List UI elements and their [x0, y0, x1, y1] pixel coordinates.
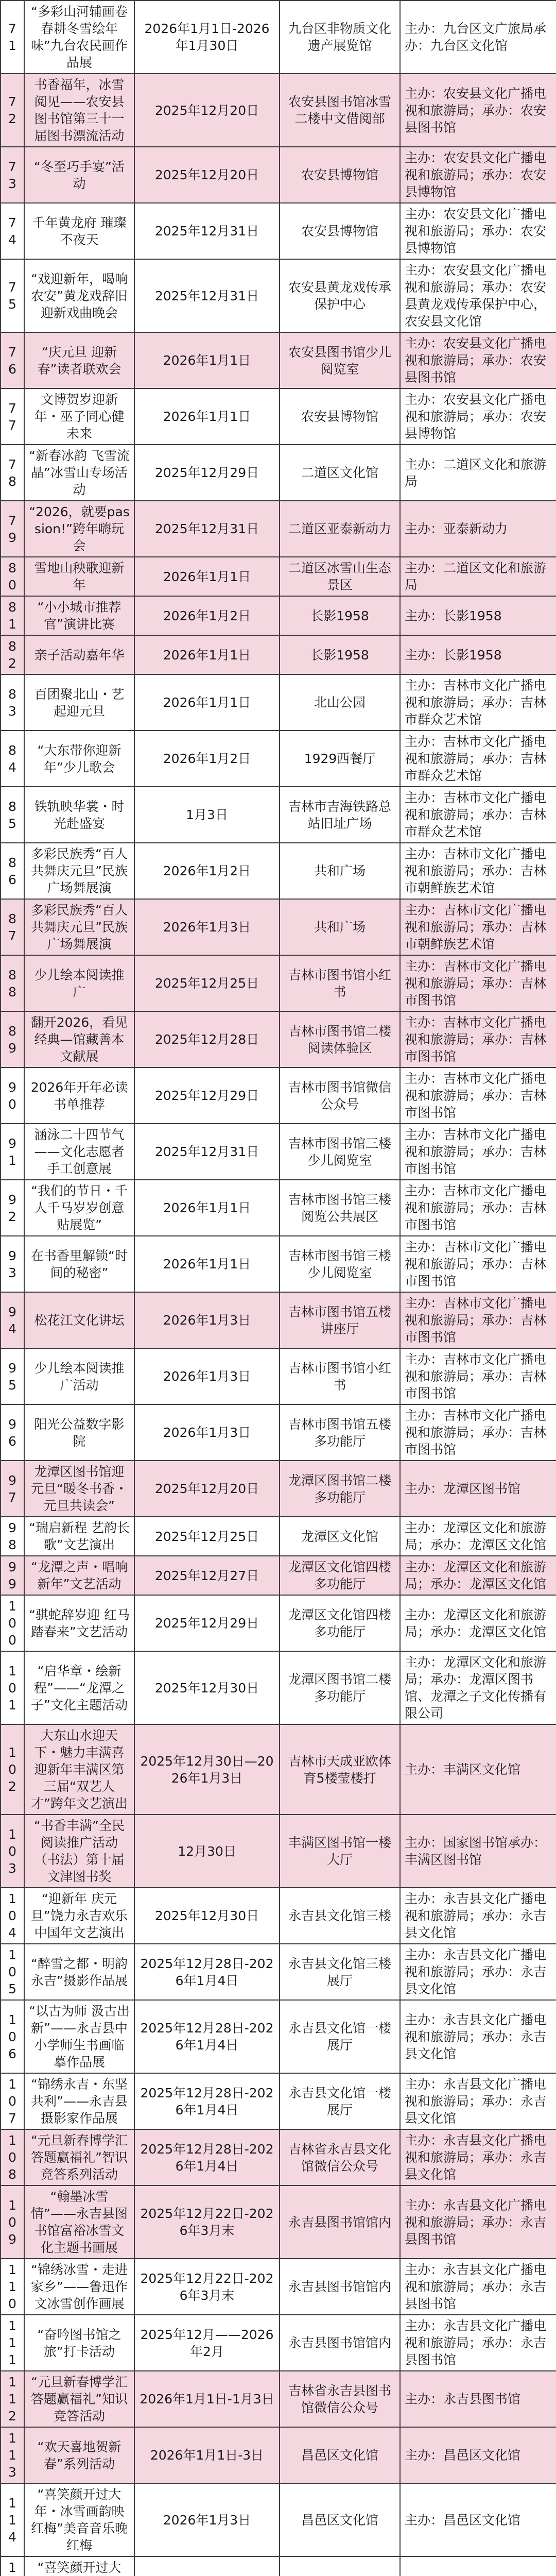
- table-row: [1, 1292, 556, 1348]
- activity-organizer: 主办：国家图书馆承办：丰满区图书馆: [400, 1815, 556, 1888]
- activity-name: “奋吟图书馆之旅”打卡活动: [24, 2315, 134, 2371]
- activity-date: 2025年12月28日-2026年1月4日: [134, 2073, 280, 2129]
- activity-organizer: 主办：永吉县文化广播电视和旅游局；承办：永吉县文化馆: [400, 2000, 556, 2073]
- activity-date: 2026年1月2日: [134, 843, 280, 899]
- table-row: [1, 2483, 556, 2556]
- activity-place: 二道区文化馆: [280, 445, 400, 501]
- table-row: [1, 1651, 556, 1724]
- activity-organizer: 主办：永吉县文化广播电视和旅游局；承办：永吉县图书馆: [400, 2185, 556, 2259]
- activity-place: 共和广场: [280, 899, 400, 955]
- activity-place: 吉林市图书馆三楼少儿阅览室: [280, 1124, 400, 1180]
- table-row: [1, 899, 556, 955]
- activity-organizer: 主办：吉林市文化广播电视和旅游局；承办：吉林市图书馆: [400, 1292, 556, 1348]
- activity-date: 2025年12月25日: [134, 1517, 280, 1556]
- activity-organizer: [400, 2556, 556, 2576]
- activity-organizer: 主办：二道区文化和旅游局: [400, 445, 556, 501]
- activity-organizer: 主办：吉林市文化广播电视和旅游局；承办：吉林市群众艺术馆: [400, 674, 556, 731]
- activity-name: “元旦新春博学汇答题赢福礼”知识竞答活动: [24, 2371, 134, 2427]
- table-row: [1, 147, 556, 203]
- activity-date: 2025年12月28日-2026年1月4日: [134, 2129, 280, 2185]
- row-number: 103: [1, 1815, 24, 1888]
- row-number: 1: [1, 2556, 24, 2576]
- table-row: [1, 843, 556, 899]
- activity-organizer: 主办：永吉县文化广播电视和旅游局；承办：永吉县文化馆: [400, 2073, 556, 2129]
- activity-place: 永吉县图书馆馆内: [280, 2315, 400, 2371]
- table-row: [1, 2185, 556, 2259]
- table-row: [1, 1236, 556, 1292]
- activity-place: 昌邑区文化馆: [280, 2427, 400, 2483]
- row-number: 75: [1, 259, 24, 332]
- activity-organizer: 主办：吉林市文化广播电视和旅游局；承办：吉林市图书馆: [400, 1067, 556, 1124]
- row-number: 95: [1, 1348, 24, 1404]
- activity-organizer: 主办：吉林市文化广播电视和旅游局；承办：吉林市图书馆: [400, 1236, 556, 1292]
- activity-place: 吉林市图书馆小红书: [280, 955, 400, 1011]
- activity-organizer: 主办：龙潭区文化和旅游局；承办：龙潭区文化馆: [400, 1517, 556, 1556]
- table-row: [1, 2073, 556, 2129]
- activity-name: “喜笑颜开过大年・冰雪画韵映红梅”美音音乐晚红梅: [24, 2483, 134, 2556]
- activity-date: 2025年12月20日: [134, 74, 280, 147]
- activity-date: 2025年12月27日: [134, 1556, 280, 1595]
- activity-place: 长影1958: [280, 635, 400, 674]
- activity-date: 2025年12月31日: [134, 1124, 280, 1180]
- activity-name: “我们的节日・千人千马岁岁创意贴展览”: [24, 1180, 134, 1236]
- activity-place: 永吉县图书馆馆内: [280, 2259, 400, 2315]
- activity-organizer: 主办：永吉县文化广播电视和旅游局；承办：永吉县文化馆: [400, 1888, 556, 1944]
- activity-date: 1月3日: [134, 787, 280, 843]
- row-number: 83: [1, 674, 24, 731]
- table-row: [1, 2000, 556, 2073]
- row-number: 90: [1, 1067, 24, 1124]
- activity-name: “冬至巧手宴”活动: [24, 147, 134, 203]
- row-number: 104: [1, 1888, 24, 1944]
- table-row: [1, 2259, 556, 2315]
- row-number: 97: [1, 1461, 24, 1517]
- activity-place: 长影1958: [280, 596, 400, 635]
- activity-date: 2025年12月28日-2026年1月4日: [134, 1944, 280, 2000]
- activity-date: 2025年12月20日: [134, 1461, 280, 1517]
- schedule-rows: [1, 1, 556, 2576]
- activity-name: 阳光公益数字影院: [24, 1404, 134, 1461]
- activity-name: 涵泳二十四节气——文化志愿者手工创意展: [24, 1124, 134, 1180]
- table-row: [1, 2315, 556, 2371]
- activity-organizer: 主办：永吉县文化广播电视和旅游局；承办：永吉县图书馆: [400, 2259, 556, 2315]
- activity-name: “小小城市推荐官”演讲比赛: [24, 596, 134, 635]
- row-number: 71: [1, 1, 24, 74]
- activity-organizer: 主办：吉林市文化广播电视和旅游局；承办：吉林市朝鲜族艺术馆: [400, 843, 556, 899]
- activity-date: 2026年1月3日: [134, 2483, 280, 2556]
- table-row: [1, 1011, 556, 1067]
- activity-organizer: 主办：昌邑区文化馆: [400, 2427, 556, 2483]
- activity-place: 永吉县文化馆一楼展厅: [280, 2000, 400, 2073]
- activity-name: “戏迎新年，喝响农安”黄龙戏辞旧迎新戏曲晚会: [24, 259, 134, 332]
- row-number: 99: [1, 1556, 24, 1595]
- activity-name: 少儿绘本阅读推广活动: [24, 1348, 134, 1404]
- activity-place: 龙潭区图书馆二楼多功能厅: [280, 1651, 400, 1724]
- activity-organizer: 主办：永吉县图书馆: [400, 2371, 556, 2427]
- activity-date: 2025年12月——2026年2月: [134, 2315, 280, 2371]
- table-row: [1, 259, 556, 332]
- activity-place: 龙潭区文化馆四楼多功能厅: [280, 1595, 400, 1651]
- table-row: [1, 2129, 556, 2185]
- table-row: [1, 1180, 556, 1236]
- row-number: 107: [1, 2073, 24, 2129]
- activity-date: 2025年12月30日—2026年1月3日: [134, 1724, 280, 1815]
- activity-date: 2026年1月2日: [134, 731, 280, 787]
- activity-date: 2025年12月30日: [134, 1651, 280, 1724]
- activity-date: 2026年1月1日: [134, 332, 280, 388]
- activity-name: “2026，就要passion!”跨年嗨玩会: [24, 501, 134, 557]
- row-number: 112: [1, 2371, 24, 2427]
- activity-date: 2025年12月29日: [134, 445, 280, 501]
- activity-organizer: 主办：龙潭区文化和旅游局；承办：龙潭区文化馆: [400, 1556, 556, 1595]
- activity-name: 千年黄龙府 璀璨不夜天: [24, 203, 134, 259]
- activity-organizer: 主办：吉林市文化广播电视和旅游局；承办：吉林市群众艺术馆: [400, 731, 556, 787]
- activity-name: “锦绣永吉・东坚共利”——永吉县摄影家作品展: [24, 2073, 134, 2129]
- table-row: [1, 1067, 556, 1124]
- row-number: 113: [1, 2427, 24, 2483]
- row-number: 77: [1, 388, 24, 445]
- table-row: [1, 787, 556, 843]
- activity-place: 共和广场: [280, 843, 400, 899]
- activity-name: 松花江文化讲坛: [24, 1292, 134, 1348]
- activity-organizer: 主办：农安县文化广播电视和旅游局；承办：农安县博物馆: [400, 203, 556, 259]
- activity-organizer: 主办：吉林市文化广播电视和旅游局；承办：吉林市图书馆: [400, 955, 556, 1011]
- activity-name: 雪地山秧歌迎新年: [24, 557, 134, 596]
- activity-name: “大东带你迎新年”少儿歌会: [24, 731, 134, 787]
- activity-date: 2025年12月20日: [134, 147, 280, 203]
- activity-name: 2026年开年必读书单推荐: [24, 1067, 134, 1124]
- activity-date: 2025年12月31日: [134, 501, 280, 557]
- row-number: 101: [1, 1651, 24, 1724]
- activity-place: 吉林市图书馆二楼阅读体验区: [280, 1011, 400, 1067]
- row-number: 91: [1, 1124, 24, 1180]
- activity-date: 2025年12月31日: [134, 203, 280, 259]
- row-number: 85: [1, 787, 24, 843]
- activity-organizer: 主办：亚泰新动力: [400, 501, 556, 557]
- activity-date: 2025年12月31日: [134, 259, 280, 332]
- activity-place: 永吉县图书馆馆内: [280, 2185, 400, 2259]
- activity-date: [134, 2556, 280, 2576]
- activity-date: 2025年12月28日: [134, 1011, 280, 1067]
- activity-organizer: 主办：农安县文化广播电视和旅游局；承办：农安县图书馆: [400, 74, 556, 147]
- table-row: [1, 635, 556, 674]
- row-number: 114: [1, 2483, 24, 2556]
- activity-date: 2026年1月3日: [134, 1404, 280, 1461]
- activity-organizer: 主办：农安县文化广播电视和旅游局；承办：农安县博物馆: [400, 388, 556, 445]
- row-number: 105: [1, 1944, 24, 2000]
- activity-date: 2026年1月1日: [134, 557, 280, 596]
- activity-name: 文博贺岁迎新年・巫子同心健未来: [24, 388, 134, 445]
- table-row: [1, 1595, 556, 1651]
- activity-place: 昌邑区文化馆: [280, 2483, 400, 2556]
- table-row: [1, 388, 556, 445]
- row-number: 109: [1, 2185, 24, 2259]
- activity-name: “骐蛇辞岁迎 红马踏春来”文艺活动: [24, 1595, 134, 1651]
- row-number: 89: [1, 1011, 24, 1067]
- activity-place: 丰满区图书馆一楼大厅: [280, 1815, 400, 1888]
- row-number: 102: [1, 1724, 24, 1815]
- activity-date: 2026年1月1日-1月3日: [134, 2371, 280, 2427]
- activity-date: 2026年1月2日: [134, 596, 280, 635]
- activity-organizer: 主办：吉林市文化广播电视和旅游局；承办：吉林市群众艺术馆: [400, 787, 556, 843]
- row-number: 79: [1, 501, 24, 557]
- row-number: 86: [1, 843, 24, 899]
- row-number: 98: [1, 1517, 24, 1556]
- activity-date: 2025年12月22日-2026年3月末: [134, 2259, 280, 2315]
- row-number: 94: [1, 1292, 24, 1348]
- activity-date: 2025年12月25日: [134, 955, 280, 1011]
- activity-name: 龙潭区图书馆迎元旦“暖冬书香・元旦共读会”: [24, 1461, 134, 1517]
- activity-name: 多彩民族秀“百人共舞庆元旦”民族广场舞展演: [24, 843, 134, 899]
- activity-name: “翰墨冰雪情”——永吉县图书馆富裕冰雪文化主题书画展: [24, 2185, 134, 2259]
- activity-place: 龙潭区文化馆四楼多功能厅: [280, 1556, 400, 1595]
- activity-date: 2026年1月3日: [134, 899, 280, 955]
- activity-organizer: 主办：龙潭区图书馆: [400, 1461, 556, 1517]
- activity-place: 农安县博物馆: [280, 147, 400, 203]
- activity-organizer: 主办：农安县文化广播电视和旅游局；承办：农安县博物馆: [400, 147, 556, 203]
- activity-name: 少儿绘本阅读推广: [24, 955, 134, 1011]
- table-row: [1, 1944, 556, 2000]
- activity-date: 2025年12月22日-2026年3月末: [134, 2185, 280, 2259]
- activity-organizer: 主办：永吉县文化广播电视和旅游局；承办：永吉县文化馆: [400, 2129, 556, 2185]
- activity-place: 北山公园: [280, 674, 400, 731]
- activity-date: 12月30日: [134, 1815, 280, 1888]
- activity-place: 农安县图书馆冰雪二楼中文借阅部: [280, 74, 400, 147]
- table-row: [1, 1348, 556, 1404]
- activity-organizer: 主办：长影1958: [400, 596, 556, 635]
- activity-name: “龙潭之声・唱响新年”文艺活动: [24, 1556, 134, 1595]
- activity-name: “元旦新春博学汇答题赢福礼”智识竞答系列活动: [24, 2129, 134, 2185]
- activity-organizer: 主办：永吉县文化广播电视和旅游局；承办：永吉县图书馆: [400, 2315, 556, 2371]
- activity-place: 吉林省永吉县文化馆微信公众号: [280, 2129, 400, 2185]
- activity-date: 2025年12月28日-2026年1月4日: [134, 2000, 280, 2073]
- activity-organizer: 主办：龙潭区文化和旅游局；承办：龙潭区图书馆、龙潭之子文化传播有限公司: [400, 1651, 556, 1724]
- activity-name: 亲子活动嘉年华: [24, 635, 134, 674]
- table-row: [1, 1124, 556, 1180]
- activity-place: 1929西餐厅: [280, 731, 400, 787]
- activity-date: 2026年1月1日: [134, 635, 280, 674]
- activity-organizer: 主办：二道区文化和旅游局: [400, 557, 556, 596]
- activity-date: 2026年1月1日-3日: [134, 2427, 280, 2483]
- row-number: 110: [1, 2259, 24, 2315]
- activity-organizer: 主办：丰满区文化馆: [400, 1724, 556, 1815]
- row-number: 72: [1, 74, 24, 147]
- activity-date: 2026年1月1日: [134, 674, 280, 731]
- activity-organizer: 主办：昌邑区文化馆: [400, 2483, 556, 2556]
- row-number: 92: [1, 1180, 24, 1236]
- activity-date: 2026年1月3日: [134, 1348, 280, 1404]
- activity-place: 农安县图书馆少儿阅览室: [280, 332, 400, 388]
- activity-place: 吉林市天成亚欧体育5楼莹楼打: [280, 1724, 400, 1815]
- activity-place: 永吉县文化馆一楼展厅: [280, 2073, 400, 2129]
- activity-organizer: 主办：龙潭区文化和旅游局；承办：龙潭区文化馆: [400, 1595, 556, 1651]
- table-row: [1, 74, 556, 147]
- table-row: [1, 2427, 556, 2483]
- activity-organizer: 主办：吉林市文化广播电视和旅游局；承办：吉林市朝鲜族艺术馆: [400, 899, 556, 955]
- row-number: 93: [1, 1236, 24, 1292]
- table-row: [1, 1404, 556, 1461]
- row-number: 81: [1, 596, 24, 635]
- row-number: 78: [1, 445, 24, 501]
- row-number: 74: [1, 203, 24, 259]
- row-number: 76: [1, 332, 24, 388]
- row-number: 87: [1, 899, 24, 955]
- activity-date: 2026年1月1日: [134, 1180, 280, 1236]
- activity-place: 吉林省永吉县图书馆微信公众号: [280, 2371, 400, 2427]
- activity-date: 2025年12月30日: [134, 1888, 280, 1944]
- table-row: [1, 1, 556, 74]
- activity-organizer: 主办：吉林市文化广播电视和旅游局；承办：吉林市图书馆: [400, 1011, 556, 1067]
- activity-organizer: 主办：永吉县文化广播电视和旅游局；承办：永吉县文化馆: [400, 1944, 556, 2000]
- activity-place: 吉林市图书馆五楼多功能厅: [280, 1404, 400, 1461]
- activity-place: 二道区冰雪山生态景区: [280, 557, 400, 596]
- row-number: 73: [1, 147, 24, 203]
- table-row: [1, 1517, 556, 1556]
- activity-organizer: 主办：长影1958: [400, 635, 556, 674]
- activity-name: 书香福年，冰雪阅见——农安县图书馆第三十一届图书漂流活动: [24, 74, 134, 147]
- row-number: 111: [1, 2315, 24, 2371]
- activity-name: 在书香里解锁“时间的秘密”: [24, 1236, 134, 1292]
- table-row: [1, 1724, 556, 1815]
- row-number: 80: [1, 557, 24, 596]
- activity-date: 2026年1月3日: [134, 1292, 280, 1348]
- row-number: 108: [1, 2129, 24, 2185]
- table-row: [1, 1461, 556, 1517]
- activity-name: “喜笑颜开过大: [24, 2556, 134, 2576]
- row-number: 100: [1, 1595, 24, 1651]
- activity-name: 百团聚北山・艺起迎元旦: [24, 674, 134, 731]
- activity-place: 吉林市图书馆三楼少儿阅览室: [280, 1236, 400, 1292]
- table-row: [1, 2556, 556, 2576]
- activity-name: “以古为师 汲古出新”——永吉县中小学师生书画临摹作品展: [24, 2000, 134, 2073]
- row-number: 84: [1, 731, 24, 787]
- table-row: [1, 445, 556, 501]
- table-row: [1, 731, 556, 787]
- activity-name: “瑞启新程 艺韵长歌”文艺演出: [24, 1517, 134, 1556]
- activity-name: “锦绣冰雪・走进家乡”——鲁迅作文冰雪创作画展: [24, 2259, 134, 2315]
- activity-organizer: 主办：吉林市文化广播电视和旅游局；承办：吉林市图书馆: [400, 1404, 556, 1461]
- activity-organizer: 主办：九台区文广旅局承办：九台区文化馆: [400, 1, 556, 74]
- activity-organizer: 主办：吉林市文化广播电视和旅游局；承办：吉林市图书馆: [400, 1124, 556, 1180]
- activity-organizer: 主办：农安县文化广播电视和旅游局；承办：农安县黄龙戏传承保护中心，农安县文化馆: [400, 259, 556, 332]
- table-row: [1, 1556, 556, 1595]
- activity-name: “启华章・绘新程”——“龙潭之子”文化主题活动: [24, 1651, 134, 1724]
- activity-date: 2026年1月1日: [134, 1236, 280, 1292]
- table-row: [1, 501, 556, 557]
- activity-date: 2026年1月1日-2026年1月30日: [134, 1, 280, 74]
- activity-name: 大东山水迎天下・魅力丰满喜迎新年丰满区第三届“双艺人才”跨年文艺演出: [24, 1724, 134, 1815]
- activity-place: 龙潭区文化馆: [280, 1517, 400, 1556]
- activity-date: 2025年12月29日: [134, 1067, 280, 1124]
- table-row: [1, 596, 556, 635]
- activity-name: “欢天喜地贺新春”系列活动: [24, 2427, 134, 2483]
- activity-place: 永吉县文化馆三楼展厅: [280, 1944, 400, 2000]
- activity-name: “多彩山河辅画卷春耕冬雪绘年味”九台农民画作品展: [24, 1, 134, 74]
- activity-place: 吉林市吉海铁路总站旧址广场: [280, 787, 400, 843]
- row-number: 82: [1, 635, 24, 674]
- activity-organizer: 主办：吉林市文化广播电视和旅游局；承办：吉林市图书馆: [400, 1180, 556, 1236]
- activity-name: “新春冰韵 飞雪流晶”冰雪山专场活动: [24, 445, 134, 501]
- table-row: [1, 674, 556, 731]
- activity-place: 吉林市图书馆五楼讲座厅: [280, 1292, 400, 1348]
- table-row: [1, 332, 556, 388]
- activity-date: 2025年12月29日: [134, 1595, 280, 1651]
- activity-place: 吉林市图书馆三楼阅览公共展区: [280, 1180, 400, 1236]
- activity-name: “书香丰满”全民阅读推广活动（书法）第十届文津图书奖: [24, 1815, 134, 1888]
- table-row: [1, 1888, 556, 1944]
- row-number: 106: [1, 2000, 24, 2073]
- activity-name: “迎新年 庆元旦”饶力永吉欢乐中国年文艺演出: [24, 1888, 134, 1944]
- table-row: [1, 2371, 556, 2427]
- activity-name: “庆元旦 迎新春”读者联欢会: [24, 332, 134, 388]
- table-row: [1, 955, 556, 1011]
- activity-place: 农安县博物馆: [280, 388, 400, 445]
- activity-place: 吉林市图书馆小红书: [280, 1348, 400, 1404]
- activity-organizer: 主办：农安县文化广播电视和旅游局；承办：农安县图书馆: [400, 332, 556, 388]
- activity-place: 农安县黄龙戏传承保护中心: [280, 259, 400, 332]
- activity-date: 2026年1月1日: [134, 388, 280, 445]
- activity-place: 二道区亚泰新动力: [280, 501, 400, 557]
- activity-place: [280, 2556, 400, 2576]
- activity-place: 永吉县文化馆三楼: [280, 1888, 400, 1944]
- activity-place: 农安县博物馆: [280, 203, 400, 259]
- table-row: [1, 1815, 556, 1888]
- activity-name: 铁轨映华裳・时光赴盛宴: [24, 787, 134, 843]
- row-number: 88: [1, 955, 24, 1011]
- activity-organizer: 主办：吉林市文化广播电视和旅游局；承办：吉林市图书馆: [400, 1348, 556, 1404]
- table-row: [1, 203, 556, 259]
- activity-place: 九台区非物质文化遗产展览馆: [280, 1, 400, 74]
- table-row: [1, 557, 556, 596]
- activity-place: 吉林市图书馆微信公众号: [280, 1067, 400, 1124]
- activity-place: 龙潭区图书馆二楼多功能厅: [280, 1461, 400, 1517]
- activity-name: 多彩民族秀“百人共舞庆元旦”民族广场舞展演: [24, 899, 134, 955]
- activity-name: 翻开2026，看见经典—馆藏善本文献展: [24, 1011, 134, 1067]
- row-number: 96: [1, 1404, 24, 1461]
- activity-name: “醉雪之都・明韵永吉”摄影作品展: [24, 1944, 134, 2000]
